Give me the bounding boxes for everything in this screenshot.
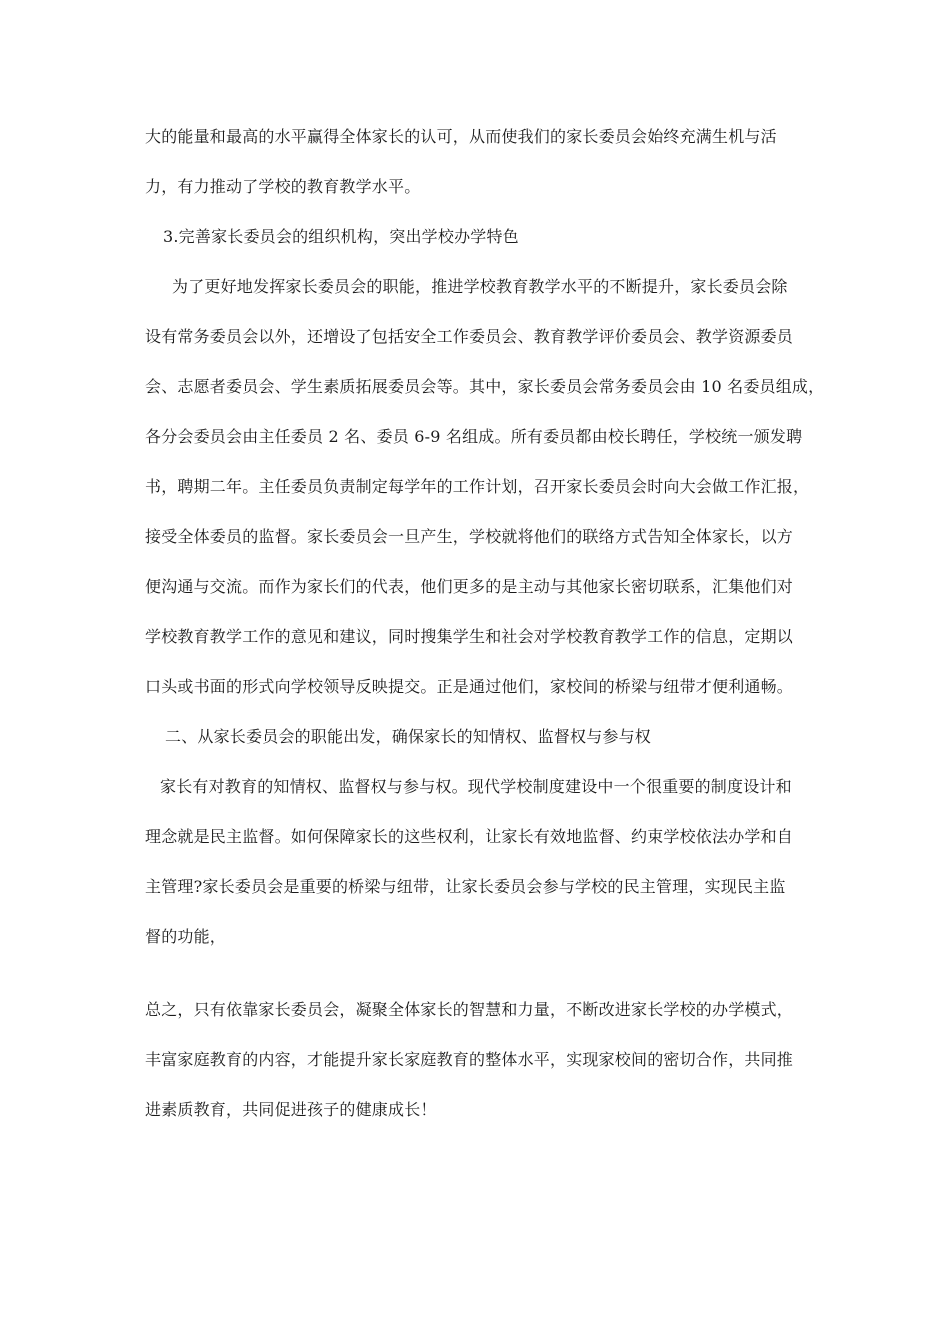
section-heading: 3.完善家长委员会的组织机构，突出学校办学特色 (163, 227, 519, 246)
paragraph-line: 力，有力推动了学校的教育教学水平。 (145, 177, 421, 196)
paragraph-line: 大的能量和最高的水平赢得全体家长的认可，从而使我们的家长委员会始终充满生机与活 (145, 127, 777, 146)
paragraph-line: 各分会委员会由主任委员 2 名、委员 6-9 名组成。所有委员都由校长聘任，学校统一颁发聘 (145, 427, 803, 446)
paragraph-line: 进素质教育，共同促进孩子的健康成长！ (145, 1100, 437, 1119)
paragraph-line: 理念就是民主监督。如何保障家长的这些权利，让家长有效地监督、约束学校依法办学和自 (145, 827, 794, 846)
paragraph-line: 设有常务委员会以外，还增设了包括安全工作委员会、教育教学评价委员会、教学资源委员 (145, 327, 794, 346)
paragraph-line: 接受全体委员的监督。家长委员会一旦产生，学校就将他们的联络方式告知全体家长，以方 (145, 527, 794, 546)
paragraph-line: 为了更好地发挥家长委员会的职能，推进学校教育教学水平的不断提升，家长委员会除 (172, 277, 788, 296)
paragraph-line: 书，聘期二年。主任委员负责制定每学年的工作计划，召开家长委员会时向大会做工作汇报， (145, 477, 810, 496)
paragraph-line: 家长有对教育的知情权、监督权与参与权。现代学校制度建设中一个很重要的制度设计和 (160, 777, 792, 796)
paragraph-line: 会、志愿者委员会、学生素质拓展委员会等。其中，家长委员会常务委员会由 10 名委员组成， (145, 377, 825, 396)
paragraph-line: 便沟通与交流。而作为家长们的代表，他们更多的是主动与其他家长密切联系，汇集他们对 (145, 577, 794, 596)
paragraph-line: 口头或书面的形式向学校领导反映提交。正是通过他们，家校间的桥梁与纽带才便利通畅。 (145, 677, 794, 696)
paragraph-line: 学校教育教学工作的意见和建议，同时搜集学生和社会对学校教育教学工作的信息，定期以 (145, 627, 794, 646)
section-heading: 二、从家长委员会的职能出发，确保家长的知情权、监督权与参与权 (165, 727, 652, 746)
paragraph-line: 主管理?家长委员会是重要的桥梁与纽带，让家长委员会参与学校的民主管理，实现民主监 (145, 877, 786, 896)
paragraph-line: 丰富家庭教育的内容，才能提升家长家庭教育的整体水平，实现家校间的密切合作，共同推 (145, 1050, 794, 1069)
paragraph-line: 总之，只有依靠家长委员会，凝聚全体家长的智慧和力量，不断改进家长学校的办学模式， (145, 1000, 794, 1019)
paragraph-line: 督的功能， (145, 927, 227, 946)
